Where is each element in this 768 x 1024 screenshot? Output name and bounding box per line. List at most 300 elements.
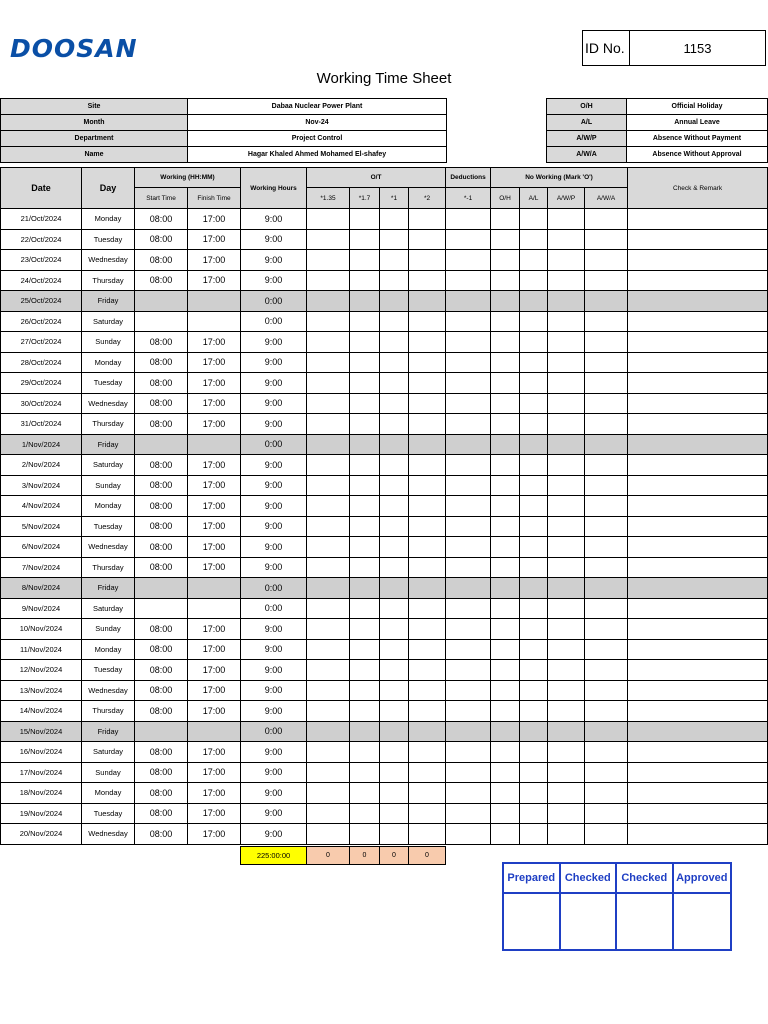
table-row	[1, 701, 768, 722]
row-empty-cell	[409, 414, 446, 435]
row-empty-cell	[446, 701, 491, 722]
row-empty-cell	[380, 332, 409, 353]
row-finish-time: 17:00	[188, 352, 241, 373]
row-empty-cell	[585, 537, 628, 558]
row-remark	[628, 762, 768, 783]
row-finish-time: 17:00	[188, 270, 241, 291]
row-day: Thursday	[82, 414, 135, 435]
row-empty-cell	[520, 332, 548, 353]
row-remark	[628, 291, 768, 312]
row-empty-cell	[307, 598, 350, 619]
row-date: 26/Oct/2024	[1, 311, 82, 332]
row-finish-time: 17:00	[188, 537, 241, 558]
row-empty-cell	[491, 373, 520, 394]
row-empty-cell	[520, 721, 548, 742]
row-date: 28/Oct/2024	[1, 352, 82, 373]
table-row	[1, 291, 768, 312]
row-empty-cell	[548, 803, 585, 824]
row-finish-time: 17:00	[188, 557, 241, 578]
row-working-hours: 9:00	[241, 209, 307, 230]
row-empty-cell	[409, 373, 446, 394]
row-remark	[628, 229, 768, 250]
row-empty-cell	[548, 537, 585, 558]
row-start-time	[135, 291, 188, 312]
table-row	[1, 250, 768, 271]
row-empty-cell	[585, 680, 628, 701]
row-empty-cell	[548, 680, 585, 701]
row-empty-cell	[585, 414, 628, 435]
row-start-time: 08:00	[135, 537, 188, 558]
row-empty-cell	[446, 742, 491, 763]
row-empty-cell	[350, 680, 380, 701]
row-date: 21/Oct/2024	[1, 209, 82, 230]
row-empty-cell	[520, 209, 548, 230]
row-remark	[628, 311, 768, 332]
row-empty-cell	[520, 373, 548, 394]
row-empty-cell	[585, 660, 628, 681]
row-empty-cell	[307, 209, 350, 230]
row-empty-cell	[409, 250, 446, 271]
row-empty-cell	[307, 680, 350, 701]
row-empty-cell	[446, 496, 491, 517]
row-remark	[628, 455, 768, 476]
row-empty-cell	[520, 270, 548, 291]
row-start-time: 08:00	[135, 619, 188, 640]
row-empty-cell	[380, 598, 409, 619]
row-empty-cell	[585, 598, 628, 619]
row-empty-cell	[350, 455, 380, 476]
row-start-time: 08:00	[135, 496, 188, 517]
row-start-time: 08:00	[135, 660, 188, 681]
header-awp: A/W/P	[548, 188, 585, 209]
row-empty-cell	[446, 803, 491, 824]
row-finish-time: 17:00	[188, 455, 241, 476]
row-empty-cell	[548, 352, 585, 373]
row-empty-cell	[585, 516, 628, 537]
row-remark	[628, 660, 768, 681]
row-empty-cell	[409, 783, 446, 804]
row-start-time: 08:00	[135, 783, 188, 804]
row-empty-cell	[350, 598, 380, 619]
row-empty-cell	[409, 701, 446, 722]
row-remark	[628, 475, 768, 496]
row-finish-time: 17:00	[188, 742, 241, 763]
row-empty-cell	[548, 660, 585, 681]
stamp-checked-label-2: Checked	[617, 864, 674, 894]
stamp-checked-sign-2	[617, 894, 674, 949]
row-day: Tuesday	[82, 803, 135, 824]
row-finish-time: 17:00	[188, 783, 241, 804]
row-empty-cell	[446, 455, 491, 476]
header-finish-time: Finish Time	[188, 188, 241, 209]
row-empty-cell	[491, 660, 520, 681]
row-empty-cell	[380, 352, 409, 373]
row-empty-cell	[520, 742, 548, 763]
total-ot-17: 0	[350, 847, 380, 865]
row-empty-cell	[520, 680, 548, 701]
legend-meaning: Official Holiday	[627, 99, 768, 115]
row-start-time: 08:00	[135, 824, 188, 845]
row-finish-time	[188, 434, 241, 455]
row-day: Monday	[82, 783, 135, 804]
row-empty-cell	[548, 516, 585, 537]
row-empty-cell	[380, 455, 409, 476]
row-empty-cell	[548, 270, 585, 291]
row-empty-cell	[409, 209, 446, 230]
row-empty-cell	[446, 516, 491, 537]
row-date: 19/Nov/2024	[1, 803, 82, 824]
row-empty-cell	[520, 434, 548, 455]
row-finish-time: 17:00	[188, 250, 241, 271]
row-empty-cell	[585, 619, 628, 640]
row-empty-cell	[585, 742, 628, 763]
row-working-hours: 9:00	[241, 332, 307, 353]
row-day: Tuesday	[82, 229, 135, 250]
row-start-time: 08:00	[135, 332, 188, 353]
row-empty-cell	[380, 680, 409, 701]
row-empty-cell	[491, 639, 520, 660]
row-day: Tuesday	[82, 373, 135, 394]
row-empty-cell	[446, 209, 491, 230]
row-empty-cell	[548, 619, 585, 640]
row-empty-cell	[350, 332, 380, 353]
row-remark	[628, 414, 768, 435]
row-empty-cell	[350, 721, 380, 742]
row-empty-cell	[307, 721, 350, 742]
row-empty-cell	[548, 578, 585, 599]
row-empty-cell	[491, 250, 520, 271]
row-day: Sunday	[82, 475, 135, 496]
row-empty-cell	[585, 557, 628, 578]
stamp-checked-sign	[561, 894, 618, 949]
row-empty-cell	[446, 393, 491, 414]
row-empty-cell	[446, 824, 491, 845]
header-al: A/L	[520, 188, 548, 209]
row-empty-cell	[491, 496, 520, 517]
row-working-hours: 0:00	[241, 434, 307, 455]
table-row	[1, 639, 768, 660]
row-empty-cell	[548, 393, 585, 414]
row-empty-cell	[491, 475, 520, 496]
row-finish-time: 17:00	[188, 209, 241, 230]
row-empty-cell	[409, 434, 446, 455]
row-empty-cell	[409, 270, 446, 291]
row-empty-cell	[350, 311, 380, 332]
row-empty-cell	[307, 824, 350, 845]
row-day: Sunday	[82, 332, 135, 353]
row-remark	[628, 639, 768, 660]
row-empty-cell	[520, 783, 548, 804]
row-empty-cell	[491, 557, 520, 578]
row-finish-time: 17:00	[188, 660, 241, 681]
stamp-approved-sign	[674, 894, 731, 949]
row-remark	[628, 270, 768, 291]
table-row	[1, 578, 768, 599]
row-day: Friday	[82, 291, 135, 312]
row-empty-cell	[350, 824, 380, 845]
table-row	[1, 496, 768, 517]
row-empty-cell	[307, 291, 350, 312]
approval-stamp	[502, 862, 732, 951]
row-working-hours: 9:00	[241, 680, 307, 701]
row-date: 18/Nov/2024	[1, 783, 82, 804]
row-empty-cell	[548, 721, 585, 742]
row-empty-cell	[520, 537, 548, 558]
row-working-hours: 9:00	[241, 414, 307, 435]
header-working-hours: Working Hours	[241, 168, 307, 209]
row-remark	[628, 209, 768, 230]
row-date: 9/Nov/2024	[1, 598, 82, 619]
row-empty-cell	[585, 352, 628, 373]
header-ot-2: *2	[409, 188, 446, 209]
row-empty-cell	[409, 639, 446, 660]
row-start-time: 08:00	[135, 803, 188, 824]
row-start-time: 08:00	[135, 557, 188, 578]
row-working-hours: 0:00	[241, 578, 307, 599]
row-empty-cell	[585, 824, 628, 845]
row-empty-cell	[520, 229, 548, 250]
row-empty-cell	[548, 475, 585, 496]
row-working-hours: 9:00	[241, 229, 307, 250]
row-empty-cell	[307, 516, 350, 537]
table-row	[1, 414, 768, 435]
row-day: Wednesday	[82, 824, 135, 845]
table-row	[1, 270, 768, 291]
row-empty-cell	[491, 803, 520, 824]
row-empty-cell	[446, 721, 491, 742]
legend-meaning: Absence Without Approval	[627, 147, 768, 163]
row-empty-cell	[520, 516, 548, 537]
row-empty-cell	[307, 701, 350, 722]
row-start-time: 08:00	[135, 680, 188, 701]
info-value: Nov-24	[188, 115, 447, 131]
row-empty-cell	[307, 373, 350, 394]
row-empty-cell	[446, 783, 491, 804]
row-empty-cell	[350, 352, 380, 373]
row-day: Monday	[82, 352, 135, 373]
row-remark	[628, 537, 768, 558]
row-finish-time: 17:00	[188, 824, 241, 845]
row-working-hours: 9:00	[241, 824, 307, 845]
row-start-time: 08:00	[135, 393, 188, 414]
row-empty-cell	[350, 373, 380, 394]
header-start-time: Start Time	[135, 188, 188, 209]
header-working: Working (HH:MM)	[135, 168, 241, 188]
row-empty-cell	[380, 742, 409, 763]
row-empty-cell	[548, 209, 585, 230]
row-remark	[628, 598, 768, 619]
row-start-time	[135, 598, 188, 619]
row-remark	[628, 373, 768, 394]
row-day: Sunday	[82, 762, 135, 783]
row-date: 14/Nov/2024	[1, 701, 82, 722]
row-empty-cell	[585, 270, 628, 291]
row-working-hours: 9:00	[241, 496, 307, 517]
row-working-hours: 9:00	[241, 516, 307, 537]
legend-code: O/H	[547, 99, 627, 115]
row-empty-cell	[520, 557, 548, 578]
row-finish-time	[188, 291, 241, 312]
row-day: Saturday	[82, 455, 135, 476]
row-empty-cell	[350, 578, 380, 599]
row-start-time	[135, 434, 188, 455]
row-empty-cell	[409, 352, 446, 373]
row-empty-cell	[307, 803, 350, 824]
row-empty-cell	[350, 250, 380, 271]
row-start-time	[135, 311, 188, 332]
row-date: 30/Oct/2024	[1, 393, 82, 414]
id-value: 1153	[683, 40, 712, 56]
table-row	[1, 209, 768, 230]
row-working-hours: 9:00	[241, 455, 307, 476]
row-empty-cell	[446, 291, 491, 312]
row-empty-cell	[307, 537, 350, 558]
row-finish-time: 17:00	[188, 619, 241, 640]
total-ot-2: 0	[409, 847, 446, 865]
row-empty-cell	[520, 660, 548, 681]
row-empty-cell	[446, 373, 491, 394]
row-empty-cell	[520, 311, 548, 332]
row-empty-cell	[409, 393, 446, 414]
row-day: Saturday	[82, 311, 135, 332]
row-working-hours: 9:00	[241, 250, 307, 271]
row-empty-cell	[520, 393, 548, 414]
stamp-approved-label: Approved	[674, 864, 731, 894]
row-finish-time: 17:00	[188, 639, 241, 660]
row-day: Sunday	[82, 619, 135, 640]
id-box	[582, 30, 766, 66]
table-row	[1, 475, 768, 496]
row-empty-cell	[307, 578, 350, 599]
table-row	[1, 721, 768, 742]
row-finish-time: 17:00	[188, 475, 241, 496]
table-row	[1, 742, 768, 763]
row-start-time: 08:00	[135, 742, 188, 763]
row-finish-time: 17:00	[188, 373, 241, 394]
row-empty-cell	[380, 639, 409, 660]
row-empty-cell	[409, 475, 446, 496]
table-row	[1, 803, 768, 824]
row-empty-cell	[380, 824, 409, 845]
header-ded-1: *-1	[446, 188, 491, 209]
row-empty-cell	[446, 250, 491, 271]
row-empty-cell	[446, 598, 491, 619]
row-start-time: 08:00	[135, 270, 188, 291]
row-date: 24/Oct/2024	[1, 270, 82, 291]
row-empty-cell	[585, 475, 628, 496]
row-empty-cell	[307, 496, 350, 517]
row-day: Wednesday	[82, 537, 135, 558]
row-empty-cell	[307, 229, 350, 250]
row-empty-cell	[520, 578, 548, 599]
row-empty-cell	[548, 783, 585, 804]
row-empty-cell	[409, 496, 446, 517]
row-working-hours: 9:00	[241, 557, 307, 578]
row-empty-cell	[585, 762, 628, 783]
row-day: Tuesday	[82, 660, 135, 681]
row-empty-cell	[520, 598, 548, 619]
row-finish-time: 17:00	[188, 701, 241, 722]
table-row	[1, 557, 768, 578]
row-start-time: 08:00	[135, 475, 188, 496]
row-empty-cell	[548, 742, 585, 763]
total-working-hours: 225:00:00	[241, 847, 307, 865]
row-date: 25/Oct/2024	[1, 291, 82, 312]
row-empty-cell	[491, 762, 520, 783]
row-remark	[628, 434, 768, 455]
row-start-time: 08:00	[135, 352, 188, 373]
row-empty-cell	[520, 803, 548, 824]
row-empty-cell	[491, 311, 520, 332]
row-empty-cell	[585, 250, 628, 271]
row-empty-cell	[307, 557, 350, 578]
header-day: Day	[82, 168, 135, 209]
table-row	[1, 680, 768, 701]
row-working-hours: 9:00	[241, 270, 307, 291]
row-empty-cell	[548, 557, 585, 578]
table-row	[1, 762, 768, 783]
row-empty-cell	[446, 762, 491, 783]
row-empty-cell	[380, 250, 409, 271]
row-empty-cell	[520, 475, 548, 496]
row-remark	[628, 496, 768, 517]
timesheet-table	[0, 167, 768, 845]
row-empty-cell	[380, 721, 409, 742]
row-empty-cell	[380, 537, 409, 558]
stamp-prepared-sign	[504, 894, 561, 949]
row-date: 20/Nov/2024	[1, 824, 82, 845]
row-empty-cell	[307, 619, 350, 640]
row-date: 23/Oct/2024	[1, 250, 82, 271]
row-empty-cell	[491, 332, 520, 353]
row-finish-time	[188, 721, 241, 742]
row-empty-cell	[491, 721, 520, 742]
info-key: Department	[1, 131, 188, 147]
row-empty-cell	[380, 393, 409, 414]
row-working-hours: 9:00	[241, 803, 307, 824]
row-day: Thursday	[82, 557, 135, 578]
row-empty-cell	[409, 557, 446, 578]
row-empty-cell	[307, 311, 350, 332]
stamp-prepared-label: Prepared	[504, 864, 561, 894]
row-date: 11/Nov/2024	[1, 639, 82, 660]
row-working-hours: 9:00	[241, 352, 307, 373]
row-working-hours: 9:00	[241, 660, 307, 681]
header-oh: O/H	[491, 188, 520, 209]
row-empty-cell	[446, 475, 491, 496]
row-empty-cell	[520, 414, 548, 435]
row-date: 22/Oct/2024	[1, 229, 82, 250]
row-empty-cell	[548, 414, 585, 435]
header-awa: A/W/A	[585, 188, 628, 209]
row-empty-cell	[307, 783, 350, 804]
row-date: 8/Nov/2024	[1, 578, 82, 599]
row-day: Wednesday	[82, 680, 135, 701]
legend-code: A/W/A	[547, 147, 627, 163]
row-empty-cell	[380, 701, 409, 722]
row-empty-cell	[350, 496, 380, 517]
row-empty-cell	[548, 701, 585, 722]
row-empty-cell	[409, 578, 446, 599]
row-empty-cell	[409, 680, 446, 701]
row-date: 3/Nov/2024	[1, 475, 82, 496]
row-empty-cell	[520, 352, 548, 373]
row-empty-cell	[585, 393, 628, 414]
row-date: 15/Nov/2024	[1, 721, 82, 742]
row-empty-cell	[350, 701, 380, 722]
row-empty-cell	[585, 639, 628, 660]
row-empty-cell	[307, 639, 350, 660]
